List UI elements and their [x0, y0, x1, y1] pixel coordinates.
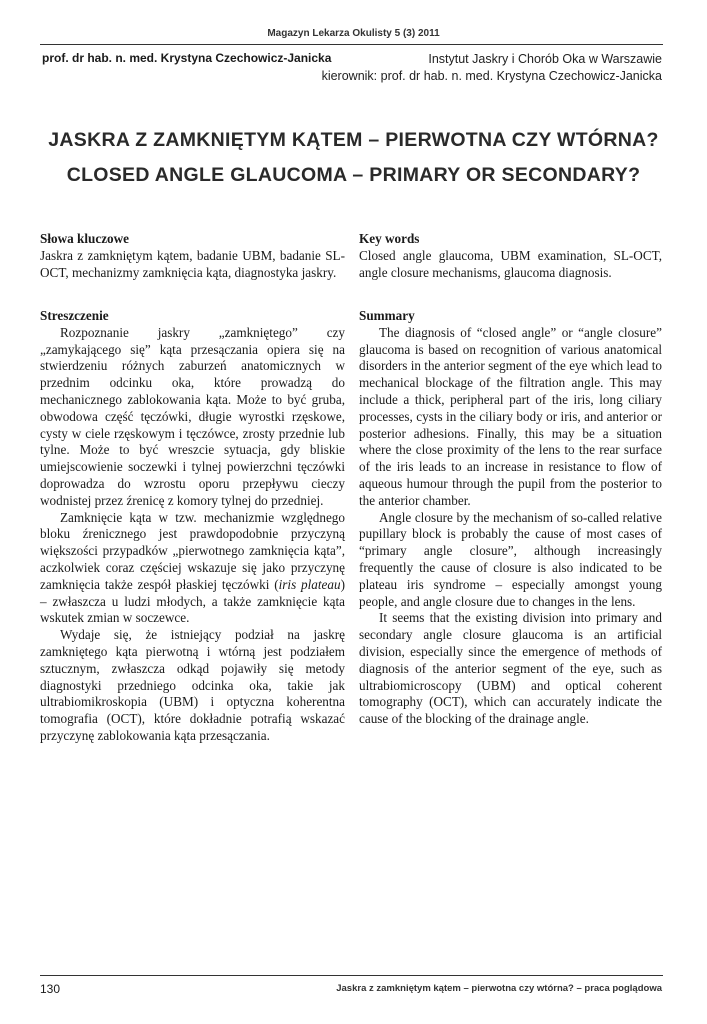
keywords-english	[359, 231, 662, 281]
abstract-polish-paragraph-2: Zamknięcie kąta w tzw. mechanizmie względnego bloku źrenicznego jest prawdopodobnie przyczyną większości przypadków „pierwotnego zamknięcia kąta”, aczkolwiek coraz częściej wskazuje się jako przyczynę zamknięcia także zespół płaskiej tęczówki (iris plateau) – zwłaszcza u ludzi młodych, a także zamknięcie kąta wskutek zmian w soczewce.	[40, 509, 345, 626]
abstract-polish-paragraph-1: Rozpoznanie jaskry „zamkniętego” czy „zamykającego się” kąta przesączania opiera się na stwierdzeniu różnych zaburzeń anatomicznych w przednim odcinku oka, które prowadzą do mechanicznego zablokowania kąta. Może to być gruba, obwodowa część tęczówki, długie wyrostki rzęskowe, cysty w ciele rzęskowym i tęczówce, zrosty przednie lub tylne. Może to być wreszcie sytuacja, gdy bliskie umiejscowienie soczewki i tylnej powierzchni tęczówki doprowadza do wzrostu oporu przepływu cieczy wodnistej przez źrenicę z komory tylnej do przedniej.	[40, 324, 345, 508]
abstract-polish-paragraph-3: Wydaje się, że istniejący podział na jaskrę zamkniętego kąta pierwotną i wtórną jest podziałem sztucznym, zwłaszcza odkąd pojawiły się metody diagnostyki przedniego odcinka oka, takie jak ultrabiomikroskopia (UBM) i optyczna koherentna tomografia (OCT), które dokładnie potrafią wskazać przyczynę zablokowania kąta przesączania.	[40, 627, 345, 743]
institute-name: Instytut Jaskry i Chorób Oka w Warszawie	[428, 52, 662, 66]
institute-head: kierownik: prof. dr hab. n. med. Krystyna Czechowicz-Janicka	[321, 69, 662, 83]
article-title-english: CLOSED ANGLE GLAUCOMA – PRIMARY OR SECONDARY?	[66, 164, 641, 186]
keywords-polish	[40, 231, 345, 281]
abstract-english	[359, 308, 662, 728]
author-name: prof. dr hab. n. med. Krystyna Czechowicz-Janicka	[42, 51, 332, 65]
header-divider	[40, 44, 663, 45]
abstract-english-paragraph-3: It seems that the existing division into primary and secondary angle closure glaucoma is an artificial division, especially since the emergence of methods of diagnosis of the anterior segment of the eye, such as ultrabiomicroscopy (UBM) and optical coherent tomography (OCT), which can accurately indicate the cause of the blocking of the drainage angle.	[359, 610, 662, 727]
abstract-polish	[40, 308, 345, 745]
keywords-text-english: Closed angle glaucoma, UBM examination, SL-OCT, angle closure mechanisms, glaucoma diagnosis.	[359, 247, 662, 280]
abstract-english-paragraph-1: The diagnosis of “closed angle” or “angle closure” glaucoma is based on recognition of various anatomical disorders in the anterior segment of the eye which lead to mechanical blockage of the filtration angle. This may include a thick, peripheral part of the iris, long ciliary processes, cysts in the ciliary body or iris, and anterior or posterior adhesions. Finally, this may be a situation where the close proximity of the lens to the rear surface of the iris leads to an increase in resistance to flow of aqueous humour through the pupil from the posterior to the anterior chamber.	[359, 324, 662, 508]
iris-plateau-term: iris plateau	[278, 576, 341, 592]
summary-heading-polish: Streszczenie	[40, 308, 109, 323]
abstract-english-paragraph-2: Angle closure by the mechanism of so-called relative pupillary block is probably the cause of most cases of “primary angle closure”, although increasingly frequently the cause of closure is also indicated to be plateau iris syndrome – especially amongst young people, and angle closure due to changes in the lens.	[359, 509, 662, 609]
page-number: 130	[40, 982, 61, 996]
article-title-polish: JASKRA Z ZAMKNIĘTYM KĄTEM – PIERWOTNA CZY WTÓRNA?	[48, 129, 659, 151]
footer-divider	[40, 975, 663, 976]
affiliation	[322, 51, 662, 85]
keywords-heading-polish: Słowa kluczowe	[40, 231, 130, 246]
running-title: Jaskra z zamkniętym kątem – pierwotna czy wtórna? – praca poglądowa	[336, 983, 662, 994]
keywords-text-polish: Jaskra z zamkniętym kątem, badanie UBM, badanie SL-OCT, mechanizmy zamknięcia kąta, diagnostyka jaskry.	[40, 247, 345, 280]
journal-issue-header: Magazyn Lekarza Okulisty 5 (3) 2011	[267, 28, 440, 39]
keywords-heading-english: Key words	[359, 231, 420, 246]
summary-heading-english: Summary	[359, 308, 415, 323]
